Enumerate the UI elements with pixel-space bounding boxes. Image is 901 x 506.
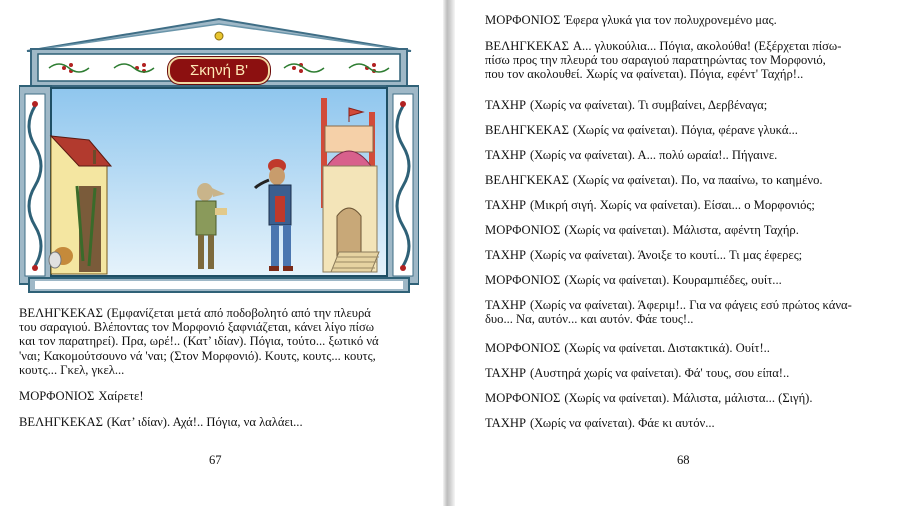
speaker-name: ΜΟΡΦΟΝΙΟΣ [485, 341, 561, 355]
page-number: 68 [677, 453, 690, 467]
speaker-name: ΒΕΛΗΓΚΕΚΑΣ [19, 306, 103, 320]
dialogue-paragraph [485, 98, 893, 112]
dialogue-line: και τον παρατηρεί). Πρα, ωρέ!.. (Κατ’ ιδίαν). Πόγια, τούτο... ξωτικό νά [19, 334, 379, 349]
dialogue-line: (Χωρίς να φαίνεται). Άνοιξε το κουτί... Τι μας έφερες; [529, 248, 803, 262]
speaker-name: ΤΑΧΗΡ [485, 148, 526, 162]
dialogue-line: (Χωρίς να φαίνεται). Πόγια, φέρανε γλυκά... [572, 123, 798, 137]
dialogue-line: δυο... Να, αυτόν... και αυτόν. Φάε τους!.. [485, 312, 694, 327]
dialogue-paragraph [485, 248, 893, 262]
dialogue-line: πίσω προς την πλευρά του σαραγιού παρατηρώντας τον Μορφονιό, [485, 53, 826, 68]
dialogue-paragraph [485, 366, 893, 380]
speaker-name: ΤΑΧΗΡ [485, 298, 526, 312]
dialogue-line: (Χωρίς να φαίνεται). Τι συμβαίνει, Δερβέναγα; [529, 98, 768, 112]
right-page [455, 0, 901, 506]
book-gutter [443, 0, 455, 506]
dialogue-line: Έφερα γλυκά για τον πολυχρονεμένο μας. [564, 13, 777, 27]
dialogue-paragraph [485, 123, 893, 137]
shadow-theatre-illustration [19, 16, 419, 300]
dialogue-line: (Μικρή σιγή. Χωρίς να φαίνεται). Είσαι... ο Μορφονιός; [529, 198, 815, 212]
dialogue-paragraph [485, 198, 893, 212]
speaker-name: ΜΟΡΦΟΝΙΟΣ [19, 389, 95, 403]
dialogue-paragraph [485, 416, 893, 430]
speaker-name: ΤΑΧΗΡ [485, 366, 526, 380]
dialogue-paragraph [485, 223, 893, 237]
speaker-name: ΒΕΛΗΓΚΕΚΑΣ [485, 39, 569, 53]
dialogue-line: (Χωρίς να φαίνεται). Κουραμπιέδες, ουίτ... [564, 273, 782, 287]
dialogue-paragraph [19, 415, 423, 429]
dialogue-paragraph [485, 39, 893, 82]
dialogue-paragraph [19, 389, 423, 403]
dialogue-paragraph [485, 13, 893, 27]
speaker-name: ΤΑΧΗΡ [485, 198, 526, 212]
dialogue-line: που τον ακολουθεί. Χωρίς να φαίνεται). Πόγια, εφέντ' Ταχήρ!.. [485, 67, 804, 82]
speaker-name: ΜΟΡΦΟΝΙΟΣ [485, 391, 561, 405]
speaker-name: ΜΟΡΦΟΝΙΟΣ [485, 223, 561, 237]
dialogue-paragraph [485, 273, 893, 287]
dialogue-line: (Χωρίς να φαίνεται). Μάλιστα, αφέντη Ταχήρ. [564, 223, 799, 237]
page-number: 67 [209, 453, 222, 467]
dialogue-line: Χαίρετε! [98, 389, 144, 403]
dialogue-line: κουτς... Γκελ, γκελ... [19, 362, 125, 377]
dialogue-paragraph [485, 341, 893, 355]
left-page [0, 0, 443, 506]
dialogue-paragraph [485, 391, 893, 405]
dialogue-line: (Κατ’ ιδίαν). Αχά!.. Πόγια, να λαλάει... [106, 415, 303, 429]
dialogue-line: του σαραγιού. Βλέποντας τον Μορφονιό ξαφνιάζεται, κάνει λίγο πίσω [19, 320, 375, 335]
dialogue-paragraph [485, 173, 893, 187]
scene-label-banner: Σκηνή Β' [168, 57, 270, 84]
speaker-name: ΜΟΡΦΟΝΙΟΣ [485, 273, 561, 287]
speaker-name: ΒΕΛΗΓΚΕΚΑΣ [485, 173, 569, 187]
speaker-name: ΜΟΡΦΟΝΙΟΣ [485, 13, 561, 27]
dialogue-paragraph [485, 148, 893, 162]
dialogue-line: Α... γλυκούλια... Πόγια, ακολούθα! (Εξέρχεται πίσω- [572, 39, 842, 53]
dialogue-line: (Χωρίς να φαίνεται. Διστακτικά). Ουίτ!.. [564, 341, 770, 355]
dialogue-paragraph [19, 306, 423, 377]
dialogue-line: (Αυστηρά χωρίς να φαίνεται). Φά' τους, σου είπα!.. [529, 366, 790, 380]
dialogue-line: (Χωρίς να φαίνεται). Φάε κι αυτόν... [529, 416, 715, 430]
dialogue-paragraph [485, 298, 893, 326]
dialogue-line: 'ναι; Κακομούτσουνο νά 'ναι; (Στον Μορφονιό). Κουτς, κουτς... κουτς, [19, 348, 376, 363]
speaker-name: ΒΕΛΗΓΚΕΚΑΣ [485, 123, 569, 137]
speaker-name: ΤΑΧΗΡ [485, 98, 526, 112]
dialogue-line: (Χωρίς να φαίνεται). Πο, να πααίνω, το καημένο. [572, 173, 823, 187]
dialogue-line: (Χωρίς να φαίνεται). Α... πολύ ωραία!.. Πήγαινε. [529, 148, 778, 162]
speaker-name: ΤΑΧΗΡ [485, 416, 526, 430]
dialogue-line: (Χωρίς να φαίνεται). Μάλιστα, μάλιστα... (Σιγή). [564, 391, 813, 405]
speaker-name: ΤΑΧΗΡ [485, 248, 526, 262]
dialogue-line: (Εμφανίζεται μετά από ποδοβολητό από την πλευρά [106, 306, 371, 320]
speaker-name: ΒΕΛΗΓΚΕΚΑΣ [19, 415, 103, 429]
dialogue-line: (Χωρίς να φαίνεται). Άφεριμ!.. Για να φάγεις εσύ πρώτος κάνα- [529, 298, 852, 312]
